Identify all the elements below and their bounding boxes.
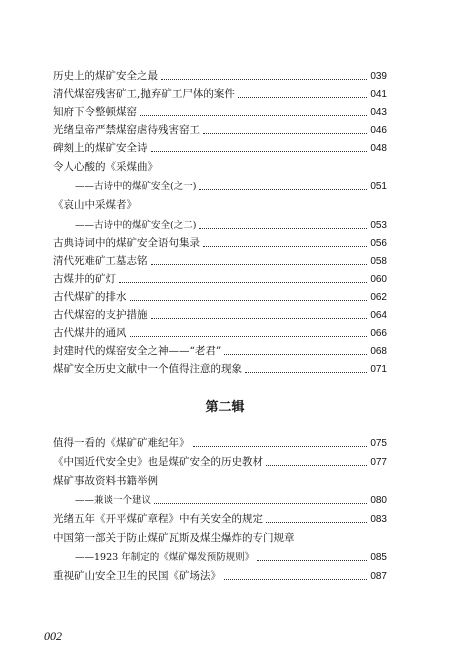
toc-entry-title: 古煤井的矿灯 xyxy=(53,273,116,285)
toc-entry-title: ——1923 年制定的《煤矿爆发预防规则》 xyxy=(75,552,255,563)
toc-entry xyxy=(53,120,387,137)
toc-entry-title: 古代煤矿的排水 xyxy=(53,291,127,303)
leader-dots xyxy=(199,228,367,229)
toc-entry-heading xyxy=(53,528,387,545)
leader-dots xyxy=(151,151,368,152)
leader-dots xyxy=(238,97,367,98)
toc-entry-page: 085 xyxy=(370,552,387,563)
toc-entry-page: 077 xyxy=(370,457,387,468)
toc-entry xyxy=(53,251,387,268)
toc-entry xyxy=(53,433,387,450)
toc-entry-title: 光绪皇帝严禁煤窑虐待残害窑工 xyxy=(53,124,200,136)
toc-entry xyxy=(53,66,387,83)
leader-dots xyxy=(199,189,367,190)
leader-dots xyxy=(193,446,368,447)
leader-dots xyxy=(224,579,367,580)
toc-entry-page: 046 xyxy=(370,125,387,136)
leader-dots xyxy=(154,503,367,504)
leader-dots xyxy=(224,354,367,355)
toc-entry-page: 048 xyxy=(370,143,387,154)
toc-entry xyxy=(53,305,387,322)
toc-entry-title: 值得一看的《煤矿矿难纪年》 xyxy=(53,437,190,449)
leader-dots xyxy=(266,522,367,523)
leader-dots xyxy=(151,264,368,265)
toc-entry xyxy=(53,341,387,358)
toc-entry xyxy=(53,102,387,119)
leader-dots xyxy=(130,336,368,337)
toc-entry-title: 古典诗词中的煤矿安全语句集录 xyxy=(53,237,200,249)
toc-entry-heading xyxy=(53,471,387,488)
toc-entry-subtitle xyxy=(53,176,387,193)
leader-dots xyxy=(203,133,367,134)
toc-entry-title: 古代煤井的通风 xyxy=(53,327,127,339)
toc-entry xyxy=(53,84,387,101)
leader-dots xyxy=(245,372,367,373)
toc-entry-title: 重视矿山安全卫生的民国《矿场法》 xyxy=(53,570,221,582)
toc-entry-title: 《哀山中采煤者》 xyxy=(53,199,137,211)
toc-entry-title: 封建时代的煤窑安全之神——“老君” xyxy=(53,345,222,357)
toc-entry-title: 古代煤窑的支护措施 xyxy=(53,309,148,321)
toc-entry-title: 清代死难矿工墓志铭 xyxy=(53,255,148,267)
leader-dots xyxy=(161,79,367,80)
toc-entry-title: 煤矿安全历史文献中一个值得注意的现象 xyxy=(53,363,242,375)
toc-entry-title: ——兼谈一个建议 xyxy=(75,495,152,506)
page-number: 002 xyxy=(44,629,62,643)
toc-entry-title: 煤矿事故资料书籍举例 xyxy=(53,475,158,487)
toc-entry xyxy=(53,566,387,583)
toc-entry-page: 071 xyxy=(370,364,387,375)
toc-entry-heading xyxy=(53,157,387,174)
leader-dots xyxy=(119,282,367,283)
toc-entry-page: 083 xyxy=(370,514,387,525)
toc-entry-page: 075 xyxy=(370,438,387,449)
toc-entry-page: 062 xyxy=(370,292,387,303)
toc-entry-title: 《中国近代安全史》也是煤矿安全的历史教材 xyxy=(53,456,263,468)
toc-entry-title: 令人心酸的《采煤曲》 xyxy=(53,161,158,173)
toc-entry-title: 知府下令整顿煤窑 xyxy=(53,106,137,118)
toc-entry-page: 064 xyxy=(370,310,387,321)
toc-entry xyxy=(53,323,387,340)
toc-entry-title: 清代煤窑残害矿工,抛弃矿工尸体的案件 xyxy=(53,88,235,100)
toc-entry xyxy=(53,509,387,526)
section-heading: 第二辑 xyxy=(205,400,245,415)
toc-entry-page: 060 xyxy=(370,274,387,285)
toc-entry xyxy=(53,452,387,469)
toc-entry-title: 中国第一部关于防止煤矿瓦斯及煤尘爆炸的专门规章 xyxy=(53,532,295,544)
toc-entry-page: 068 xyxy=(370,346,387,357)
toc-entry-subtitle xyxy=(53,547,387,564)
toc-entry-title: ——古诗中的煤矿安全(之二) xyxy=(75,220,197,231)
toc-entry-subtitle xyxy=(53,490,387,507)
toc-entry xyxy=(53,359,387,376)
toc-entry xyxy=(53,138,387,155)
toc-entry-page: 053 xyxy=(370,220,387,231)
toc-entry xyxy=(53,287,387,304)
toc-entry-title: ——古诗中的煤矿安全(之一) xyxy=(75,181,197,192)
toc-entry-page: 080 xyxy=(370,495,387,506)
toc-entry-page: 058 xyxy=(370,256,387,267)
leader-dots xyxy=(130,300,368,301)
leader-dots xyxy=(266,465,367,466)
leader-dots xyxy=(203,246,367,247)
toc-entry-page: 039 xyxy=(370,71,387,82)
toc-entry-heading xyxy=(53,195,387,212)
toc-entry-page: 043 xyxy=(370,107,387,118)
toc-entry xyxy=(53,269,387,286)
toc-entry-page: 041 xyxy=(370,89,387,100)
toc-entry-title: 碑刻上的煤矿安全诗 xyxy=(53,142,148,154)
leader-dots xyxy=(151,318,368,319)
toc-entry-page: 056 xyxy=(370,238,387,249)
leader-dots xyxy=(257,560,367,561)
toc-entry-page: 051 xyxy=(370,181,387,192)
toc-entry-title: 历史上的煤矿安全之最 xyxy=(53,70,158,82)
toc-entry-subtitle xyxy=(53,215,387,232)
toc-entry xyxy=(53,233,387,250)
leader-dots xyxy=(140,115,367,116)
toc-entry-title: 光绪五年《开平煤矿章程》中有关安全的规定 xyxy=(53,513,263,525)
toc-entry-page: 066 xyxy=(370,328,387,339)
toc-entry-page: 087 xyxy=(370,571,387,582)
